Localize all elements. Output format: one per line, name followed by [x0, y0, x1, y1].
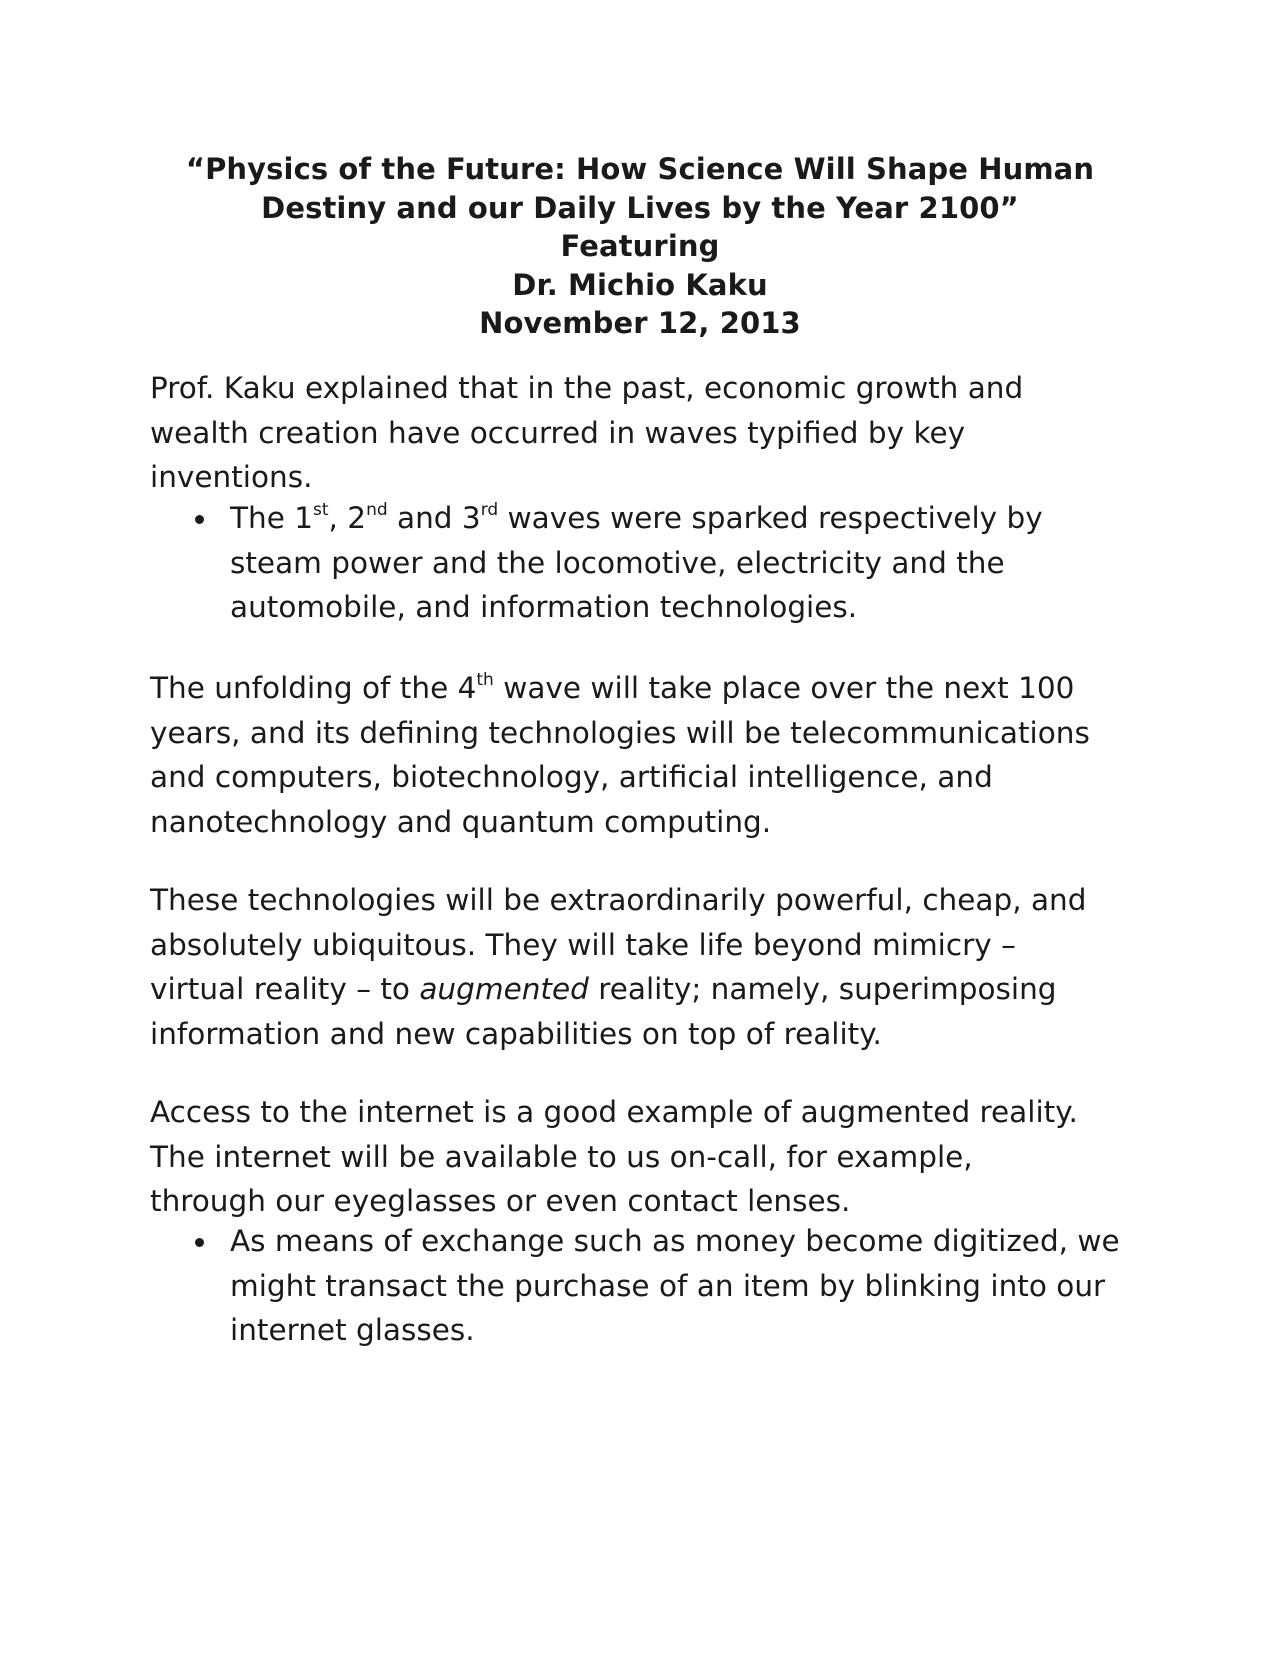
text-run: The unfolding of the 4: [150, 671, 477, 705]
paragraph-augmented-reality: [150, 878, 1150, 1056]
title-block: [0, 150, 1280, 343]
text-run: and 3: [387, 501, 481, 535]
paragraph-internet-access: [150, 1090, 1150, 1224]
paragraph-line: wealth creation have occurred in waves typified by key: [150, 415, 966, 450]
superscript: rd: [480, 500, 499, 520]
paragraph-line: Prof. Kaku explained that in the past, economic growth and: [150, 371, 1024, 405]
paragraph-line: absolutely ubiquitous. They will take life beyond mimicry –: [150, 927, 1016, 962]
superscript: nd: [366, 500, 388, 520]
paragraph-fourth-wave: [150, 666, 1150, 844]
text-run: virtual reality – to: [150, 972, 420, 1006]
paragraph-waves-intro: [150, 366, 1150, 500]
emphasis-text: augmented: [419, 972, 589, 1006]
paragraph-line: nanotechnology and quantum computing.: [150, 804, 772, 839]
paragraph-line: Access to the internet is a good example of augmented reality.: [150, 1095, 1078, 1129]
superscript: th: [476, 670, 494, 690]
paragraph-line: These technologies will be extraordinarily powerful, cheap, and: [150, 883, 1087, 917]
event-date: November 12, 2013: [479, 306, 801, 340]
bullet-text: [230, 496, 1150, 630]
bullet-line: internet glasses.: [230, 1313, 475, 1347]
paragraph-line: through our eyeglasses or even contact lenses.: [150, 1184, 851, 1218]
paragraph-line: [150, 666, 1150, 711]
text-run: wave will take place over the next 100: [493, 671, 1075, 705]
bullet-text: [230, 1219, 1150, 1353]
title-line-1: “Physics of the Future: How Science Will Shape Human: [185, 152, 1095, 186]
text-run: reality; namely, superimposing: [588, 972, 1057, 1006]
text-run: The 1: [230, 501, 314, 535]
paragraph-line: information and new capabilities on top of reality.: [150, 1016, 882, 1051]
title-featuring: Featuring: [560, 229, 720, 263]
paragraph-line: years, and its defining technologies will be telecommunications: [150, 715, 1090, 750]
text-run: waves were sparked respectively by: [498, 501, 1043, 535]
bullet-line: As means of exchange such as money become digitized, we: [230, 1224, 1120, 1258]
bullet-line: might transact the purchase of an item by blinking into our: [230, 1268, 1106, 1303]
bullet-line: automobile, and information technologies.: [230, 590, 858, 624]
paragraph-line: inventions.: [150, 460, 313, 494]
bullet-line: [230, 496, 1150, 541]
paragraph-line: [150, 967, 1150, 1012]
title-line-2: Destiny and our Daily Lives by the Year 2100”: [261, 190, 1019, 225]
paragraph-line: The internet will be available to us on-call, for example,: [150, 1139, 973, 1174]
text-run: , 2: [328, 501, 367, 535]
superscript: st: [313, 500, 329, 520]
paragraph-line: and computers, biotechnology, artificial intelligence, and: [150, 760, 993, 794]
bullet-icon: [195, 1238, 204, 1247]
speaker-name: Dr. Michio Kaku: [512, 267, 768, 302]
bullet-line: steam power and the locomotive, electricity and the: [230, 545, 1005, 580]
bullet-icon: [195, 515, 204, 524]
